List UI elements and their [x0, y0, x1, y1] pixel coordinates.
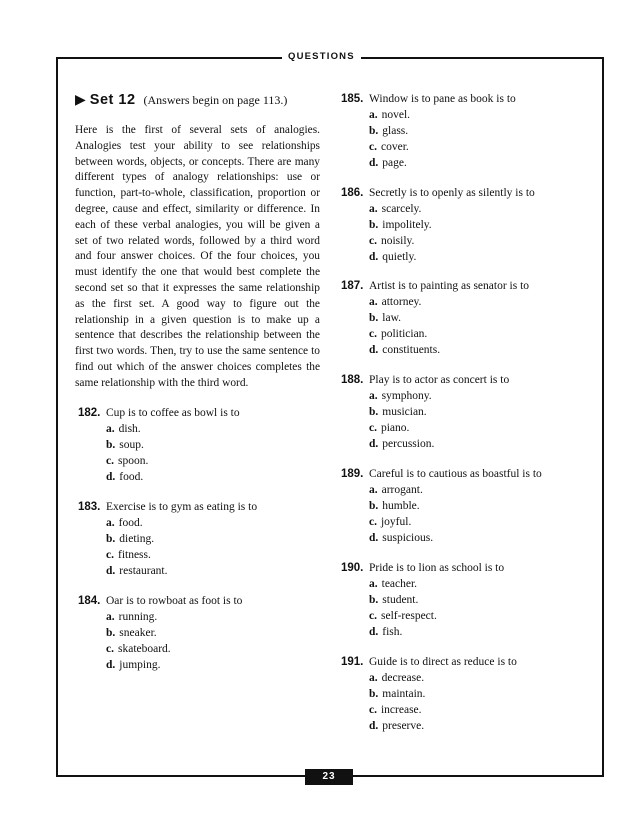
- choice-text: food.: [119, 471, 144, 483]
- question-number: 187.: [341, 280, 364, 292]
- choice-text: maintain.: [382, 688, 426, 700]
- choice-text: dieting.: [119, 533, 155, 545]
- answer-choice: [341, 718, 517, 734]
- answer-choice: [341, 592, 504, 608]
- choice-letter: c.: [106, 643, 114, 655]
- answer-choice: [341, 608, 504, 624]
- choice-letter: b.: [369, 219, 379, 231]
- set-intro-paragraph: Here is the first of several sets of analogies. Analogies test your ability to see relationships between words, objects, or concepts. There are many different types of analogy relationships: use or function, part-to-whole, classification, proportion or degree, cause and effect, similarity or difference. In each of these verbal analogies, you will be given a set of two related words, followed by a third word and four answer choices. Of the four choices, you must identify the one that would best complete the second set so that it expresses the same relationship as the first set. A good way to figure out the relationship in a given question is to make up a sentence that describes the relationship between the first two words. Then, try to use the same sentence to find out which of the answer choices completes the same relationship with the third word.: [75, 124, 320, 389]
- question-stem: [341, 278, 529, 294]
- choice-letter: a.: [369, 390, 378, 402]
- choice-text: musician.: [382, 406, 427, 418]
- question-text: Pride is to lion as school is to: [369, 562, 505, 574]
- question-text: Guide is to direct as reduce is to: [369, 656, 517, 668]
- question-stem: [78, 593, 242, 609]
- choice-text: piano.: [380, 422, 410, 434]
- choice-text: spoon.: [117, 455, 149, 467]
- question-183: [78, 499, 257, 579]
- answer-choice: [341, 530, 542, 546]
- answer-choice: [78, 515, 257, 531]
- question-text: Artist is to painting as senator is to: [369, 280, 530, 292]
- choice-letter: a.: [369, 296, 378, 308]
- answer-choice: [341, 326, 529, 342]
- answer-choice: [78, 469, 240, 485]
- choice-letter: d.: [106, 659, 116, 671]
- choice-text: jumping.: [119, 659, 161, 671]
- choice-letter: d.: [369, 626, 379, 638]
- choice-text: scarcely.: [381, 203, 422, 215]
- choice-text: student.: [382, 594, 419, 606]
- choice-text: increase.: [380, 704, 422, 716]
- choice-letter: b.: [369, 406, 379, 418]
- answer-choice: [341, 342, 529, 358]
- answer-choice: [78, 421, 240, 437]
- answer-choice: [78, 641, 242, 657]
- choice-text: law.: [382, 312, 402, 324]
- choice-letter: a.: [106, 611, 115, 623]
- question-text: Cup is to coffee as bowl is to: [106, 407, 240, 419]
- answer-choice: [341, 217, 535, 233]
- question-text: Exercise is to gym as eating is to: [106, 501, 258, 513]
- question-stem: [78, 405, 240, 421]
- choice-letter: b.: [369, 125, 379, 137]
- choice-letter: b.: [369, 688, 379, 700]
- choice-letter: a.: [369, 672, 378, 684]
- answer-choice: [341, 107, 516, 123]
- question-number: 185.: [341, 93, 364, 105]
- choice-letter: a.: [369, 484, 378, 496]
- question-186: [341, 185, 535, 265]
- answer-choice: [78, 657, 242, 673]
- question-number: 186.: [341, 187, 364, 199]
- choice-letter: a.: [369, 203, 378, 215]
- choice-text: noisily.: [380, 235, 415, 247]
- answer-choice: [78, 531, 257, 547]
- choice-letter: b.: [369, 312, 379, 324]
- choice-text: running.: [118, 611, 158, 623]
- answer-choice: [341, 233, 535, 249]
- choice-text: self-respect.: [380, 610, 437, 622]
- choice-text: percussion.: [382, 438, 435, 450]
- answer-choice: [78, 609, 242, 625]
- question-text: Play is to actor as concert is to: [369, 374, 510, 386]
- choice-letter: c.: [369, 422, 377, 434]
- question-text: Window is to pane as book is to: [369, 93, 516, 105]
- question-text: Oar is to rowboat as foot is to: [106, 595, 243, 607]
- answer-choice: [341, 514, 542, 530]
- choice-text: quietly.: [382, 251, 417, 263]
- choice-text: skateboard.: [117, 643, 171, 655]
- choice-letter: d.: [369, 438, 379, 450]
- answer-choice: [78, 563, 257, 579]
- question-stem: [341, 185, 535, 201]
- question-187: [341, 278, 529, 358]
- question-stem: [78, 499, 257, 515]
- question-number: 183.: [78, 501, 101, 513]
- question-188: [341, 372, 509, 452]
- choice-letter: c.: [106, 549, 114, 561]
- set-heading: [75, 91, 287, 109]
- answer-choice: [341, 123, 516, 139]
- choice-text: politician.: [380, 328, 428, 340]
- answer-choice: [341, 404, 509, 420]
- choice-letter: a.: [369, 578, 378, 590]
- choice-letter: d.: [369, 251, 379, 263]
- section-header: QUESTIONS: [282, 50, 361, 64]
- question-189: [341, 466, 542, 546]
- choice-letter: a.: [106, 517, 115, 529]
- frame-right-rule: [602, 57, 604, 777]
- choice-letter: b.: [369, 594, 379, 606]
- answer-choice: [341, 482, 542, 498]
- choice-text: arrogant.: [381, 484, 423, 496]
- choice-letter: b.: [369, 500, 379, 512]
- choice-letter: d.: [369, 720, 379, 732]
- answer-choice: [78, 547, 257, 563]
- choice-letter: d.: [106, 565, 116, 577]
- question-number: 182.: [78, 407, 101, 419]
- choice-text: restaurant.: [119, 565, 168, 577]
- choice-text: symphony.: [381, 390, 432, 402]
- choice-letter: a.: [106, 423, 115, 435]
- question-stem: [341, 654, 517, 670]
- answer-choice: [78, 453, 240, 469]
- play-arrow-icon: ▶: [75, 93, 86, 108]
- answer-choice: [341, 686, 517, 702]
- answer-choice: [341, 498, 542, 514]
- question-191: [341, 654, 517, 734]
- frame-left-rule: [56, 57, 58, 777]
- choice-letter: d.: [369, 157, 379, 169]
- question-text: Secretly is to openly as silently is to: [369, 187, 535, 199]
- answer-choice: [341, 576, 504, 592]
- answer-choice: [78, 437, 240, 453]
- question-stem: [341, 560, 504, 576]
- choice-letter: c.: [369, 141, 377, 153]
- answer-choice: [341, 155, 516, 171]
- page-number: 23: [305, 769, 353, 785]
- question-number: 190.: [341, 562, 364, 574]
- question-182: [78, 405, 240, 485]
- question-number: 191.: [341, 656, 364, 668]
- choice-letter: b.: [106, 533, 116, 545]
- choice-text: glass.: [382, 125, 409, 137]
- choice-letter: c.: [369, 610, 377, 622]
- choice-text: constituents.: [382, 344, 441, 356]
- choice-text: cover.: [380, 141, 409, 153]
- answer-choice: [341, 310, 529, 326]
- question-stem: [341, 372, 509, 388]
- answer-choice: [78, 625, 242, 641]
- set-answers-note: (Answers begin on page 113.): [143, 93, 288, 107]
- question-185: [341, 91, 516, 171]
- choice-text: impolitely.: [382, 219, 432, 231]
- question-stem: [341, 91, 516, 107]
- choice-text: preserve.: [382, 720, 425, 732]
- choice-text: joyful.: [380, 516, 412, 528]
- question-text: Careful is to cautious as boastful is to: [369, 468, 542, 480]
- question-190: [341, 560, 504, 640]
- choice-letter: d.: [369, 532, 379, 544]
- question-number: 189.: [341, 468, 364, 480]
- choice-letter: c.: [369, 516, 377, 528]
- choice-text: soup.: [119, 439, 144, 451]
- choice-text: teacher.: [381, 578, 418, 590]
- question-184: [78, 593, 242, 673]
- answer-choice: [341, 201, 535, 217]
- choice-text: suspicious.: [382, 532, 434, 544]
- choice-text: humble.: [382, 500, 420, 512]
- answer-choice: [341, 249, 535, 265]
- choice-text: decrease.: [381, 672, 425, 684]
- choice-letter: b.: [106, 627, 116, 639]
- answer-choice: [341, 624, 504, 640]
- choice-text: fitness.: [117, 549, 151, 561]
- choice-letter: c.: [106, 455, 114, 467]
- choice-letter: c.: [369, 328, 377, 340]
- choice-letter: d.: [106, 471, 116, 483]
- answer-choice: [341, 139, 516, 155]
- question-number: 184.: [78, 595, 101, 607]
- answer-choice: [341, 388, 509, 404]
- choice-letter: a.: [369, 109, 378, 121]
- choice-text: attorney.: [381, 296, 422, 308]
- choice-text: sneaker.: [119, 627, 157, 639]
- choice-letter: c.: [369, 235, 377, 247]
- answer-choice: [341, 436, 509, 452]
- set-title: Set 12: [89, 92, 136, 108]
- choice-text: dish.: [118, 423, 141, 435]
- choice-letter: d.: [369, 344, 379, 356]
- question-number: 188.: [341, 374, 364, 386]
- answer-choice: [341, 294, 529, 310]
- question-stem: [341, 466, 542, 482]
- choice-text: food.: [118, 517, 143, 529]
- answer-choice: [341, 702, 517, 718]
- choice-letter: b.: [106, 439, 116, 451]
- choice-letter: c.: [369, 704, 377, 716]
- choice-text: novel.: [381, 109, 411, 121]
- answer-choice: [341, 420, 509, 436]
- choice-text: fish.: [382, 626, 403, 638]
- answer-choice: [341, 670, 517, 686]
- choice-text: page.: [382, 157, 407, 169]
